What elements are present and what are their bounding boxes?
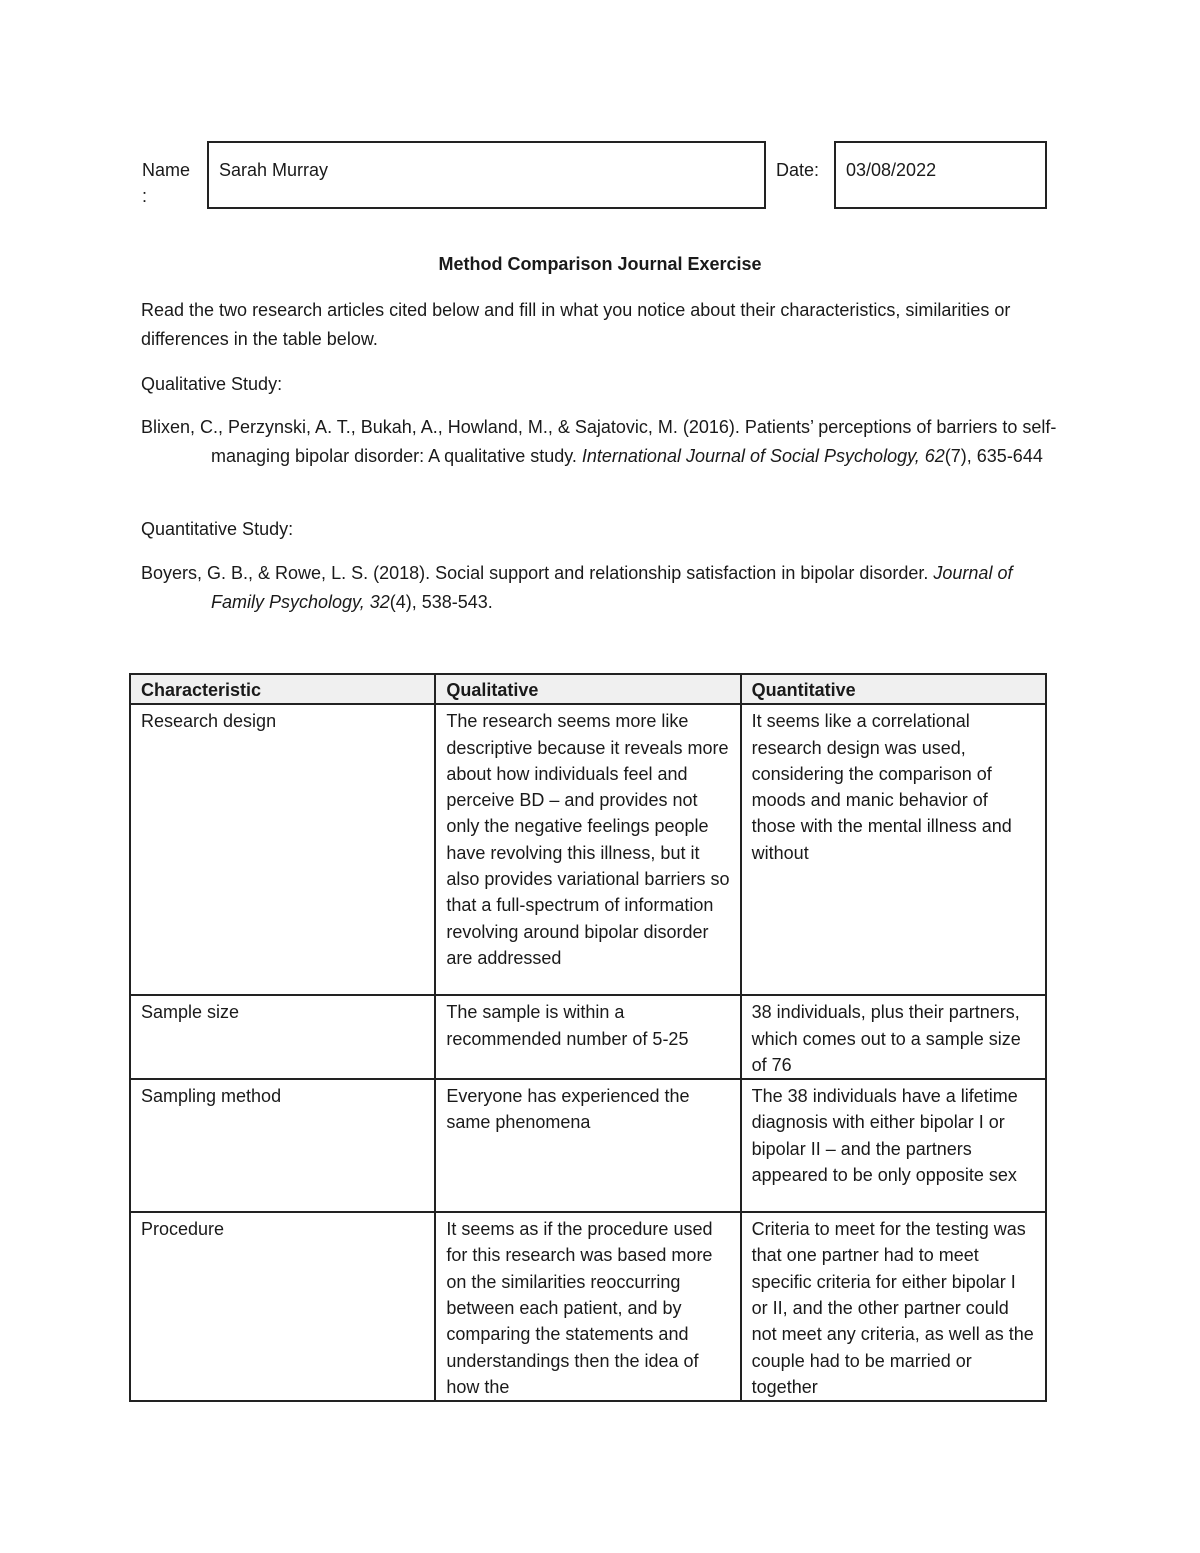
row-characteristic: Sample size bbox=[130, 995, 435, 1079]
date-label: Date: bbox=[776, 160, 820, 180]
quantitative-citation: Boyers, G. B., & Rowe, L. S. (2018). Social support and relationship satisfaction in bipolar disorder. Journal of Family Psychology, 32(4), 538-543. bbox=[141, 563, 1013, 612]
row-characteristic: Procedure bbox=[130, 1212, 435, 1401]
table-row bbox=[130, 995, 1046, 1079]
row-characteristic: Sampling method bbox=[130, 1079, 435, 1212]
qualitative-citation: Blixen, C., Perzynski, A. T., Bukah, A., Howland, M., & Sajatovic, M. (2016). Patients’ perceptions of barriers to self-managing bipolar disorder: A qualitative study. International Journal of Social Psychology, 62(7), 635-644 bbox=[141, 417, 1057, 466]
row-qualitative: Everyone has experienced the same phenomena bbox=[435, 1079, 740, 1212]
header-quantitative: Quantitative bbox=[741, 674, 1046, 704]
table-row bbox=[130, 1079, 1046, 1212]
header-characteristic: Characteristic bbox=[130, 674, 435, 704]
date-field[interactable] bbox=[834, 141, 1047, 209]
instructions: Read the two research articles cited below and fill in what you notice about their characteristics, similarities or differences in the table below. bbox=[141, 300, 1011, 349]
table-header-row bbox=[130, 674, 1046, 704]
table-row bbox=[130, 704, 1046, 995]
row-qualitative: The research seems more like descriptive because it reveals more about how individuals feel and perceive BD – and provides not only the negative feelings people have revolving this illness, but it also provides variational barriers so that a full-spectrum of information revolving around bipolar disorder are addressed bbox=[435, 704, 740, 995]
row-qualitative: It seems as if the procedure used for this research was based more on the similarities reoccurring between each patient, and by comparing the statements and understandings then the idea of how the bbox=[435, 1212, 740, 1401]
comparison-table bbox=[129, 673, 1047, 1402]
date-value: 03/08/2022 bbox=[846, 160, 937, 180]
row-quantitative: Criteria to meet for the testing was that one partner had to meet specific criteria for either bipolar I or II, and the other partner could not meet any criteria, as well as the couple had to be married or together bbox=[741, 1212, 1046, 1401]
header-qualitative: Qualitative bbox=[435, 674, 740, 704]
row-qualitative: The sample is within a recommended number of 5-25 bbox=[435, 995, 740, 1079]
row-quantitative: It seems like a correlational research design was used, considering the comparison of moods and manic behavior of those with the mental illness and without bbox=[741, 704, 1046, 995]
quantitative-heading: Quantitative Study: bbox=[141, 519, 294, 539]
name-label: Name : bbox=[142, 160, 191, 206]
row-quantitative: 38 individuals, plus their partners, which comes out to a sample size of 76 bbox=[741, 995, 1046, 1079]
qualitative-heading: Qualitative Study: bbox=[141, 374, 283, 394]
page-title: Method Comparison Journal Exercise bbox=[438, 254, 762, 274]
table-row bbox=[130, 1212, 1046, 1401]
name-field[interactable] bbox=[207, 141, 766, 209]
name-value: Sarah Murray bbox=[219, 160, 329, 180]
row-quantitative: The 38 individuals have a lifetime diagnosis with either bipolar I or bipolar II – and the partners appeared to be only opposite sex bbox=[741, 1079, 1046, 1212]
row-characteristic: Research design bbox=[130, 704, 435, 995]
